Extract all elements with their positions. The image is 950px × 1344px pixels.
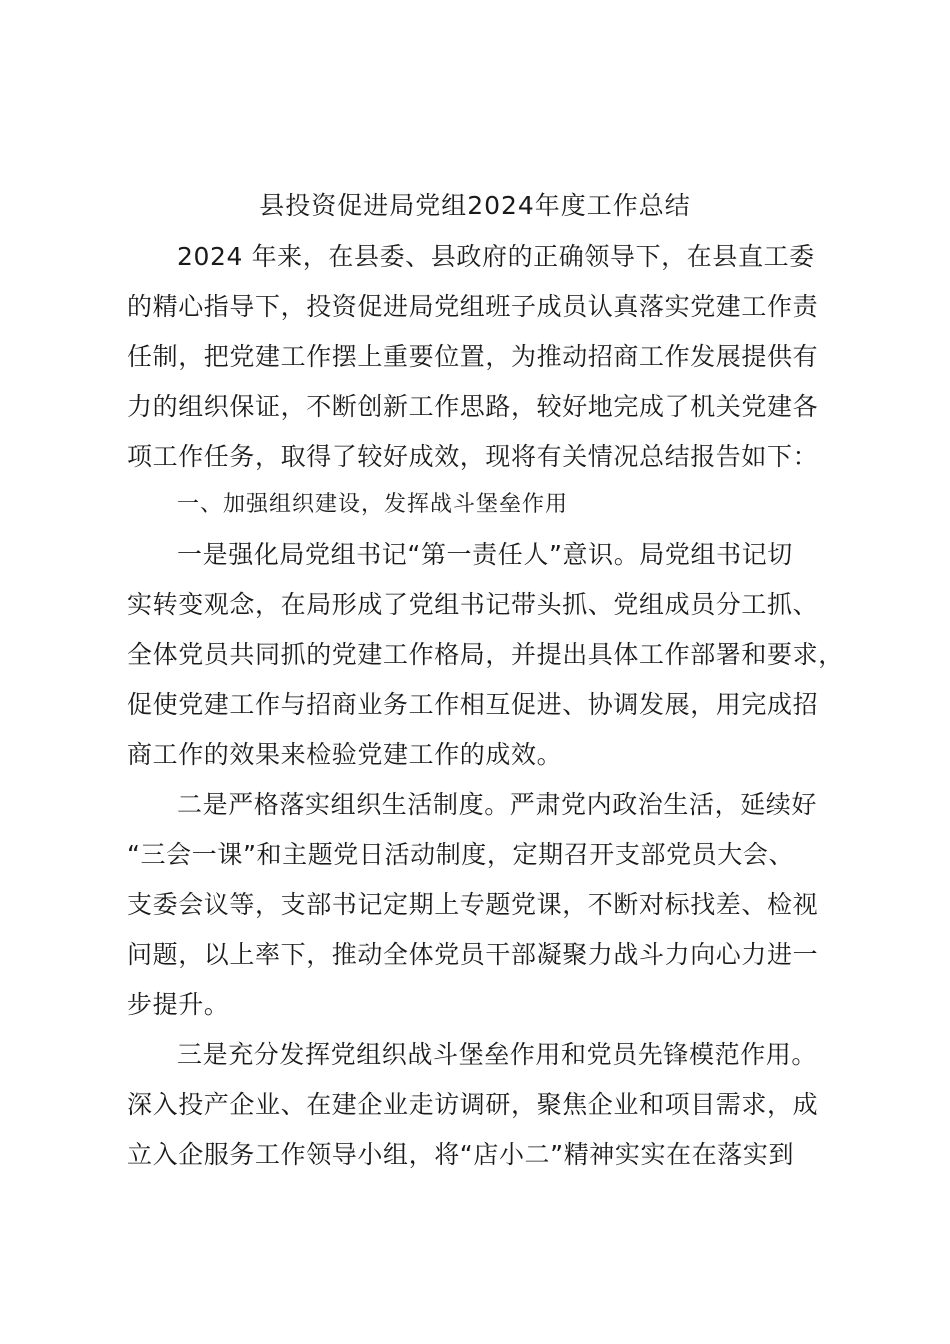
intro-line: 任制，把党建工作摆上重要位置，为推动招商工作发展提供有 [127,342,819,371]
intro-line: 项工作任务，取得了较好成效，现将有关情况总结报告如下： [127,442,819,471]
intro-paragraph [127,232,837,482]
intro-line: 2024 年来，在县委、县政府的正确领导下，在县直工委 [177,242,815,271]
paragraph-line: 一是强化局党组书记“第一责任人”意识。局党组书记切 [177,540,793,569]
paragraph-2 [127,780,837,1030]
paragraph-line: 步提升。 [127,990,230,1019]
paragraph-1 [127,530,844,780]
paragraph-line: 全体党员共同抓的党建工作格局，并提出具体工作部署和要求， [127,640,844,669]
paragraph-line: 三是充分发挥党组织战斗堡垒作用和党员先锋模范作用。 [177,1040,818,1069]
paragraph-line: 问题，以上率下，推动全体党员干部凝聚力战斗力向心力进一 [127,940,819,969]
intro-line: 的精心指导下，投资促进局党组班子成员认真落实党建工作责 [127,292,819,321]
paragraph-line: 实转变观念，在局形成了党组书记带头抓、党组成员分工抓、 [127,590,819,619]
paragraph-line: 二是严格落实组织生活制度。严肃党内政治生活，延续好 [177,790,818,819]
intro-line: 力的组织保证，不断创新工作思路，较好地完成了机关党建各 [127,392,819,421]
paragraph-line: 支委会议等，支部书记定期上专题党课，不断对标找差、检视 [127,890,819,919]
section-heading: 一、加强组织建设，发挥战斗堡垒作用 [177,492,569,517]
document-title: 县投资促进局党组2024年度工作总结 [259,191,691,220]
paragraph-line: 商工作的效果来检验党建工作的成效。 [127,740,563,769]
paragraph-line: 立入企服务工作领导小组，将“店小二”精神实实在在落实到 [127,1140,795,1169]
paragraph-line: “三会一课”和主题党日活动制度，定期召开支部党员大会、 [127,840,795,869]
paragraph-line: 促使党建工作与招商业务工作相互促进、协调发展，用完成招 [127,690,819,719]
paragraph-line: 深入投产企业、在建企业走访调研，聚焦企业和项目需求，成 [127,1090,819,1119]
paragraph-3 [127,1030,837,1180]
